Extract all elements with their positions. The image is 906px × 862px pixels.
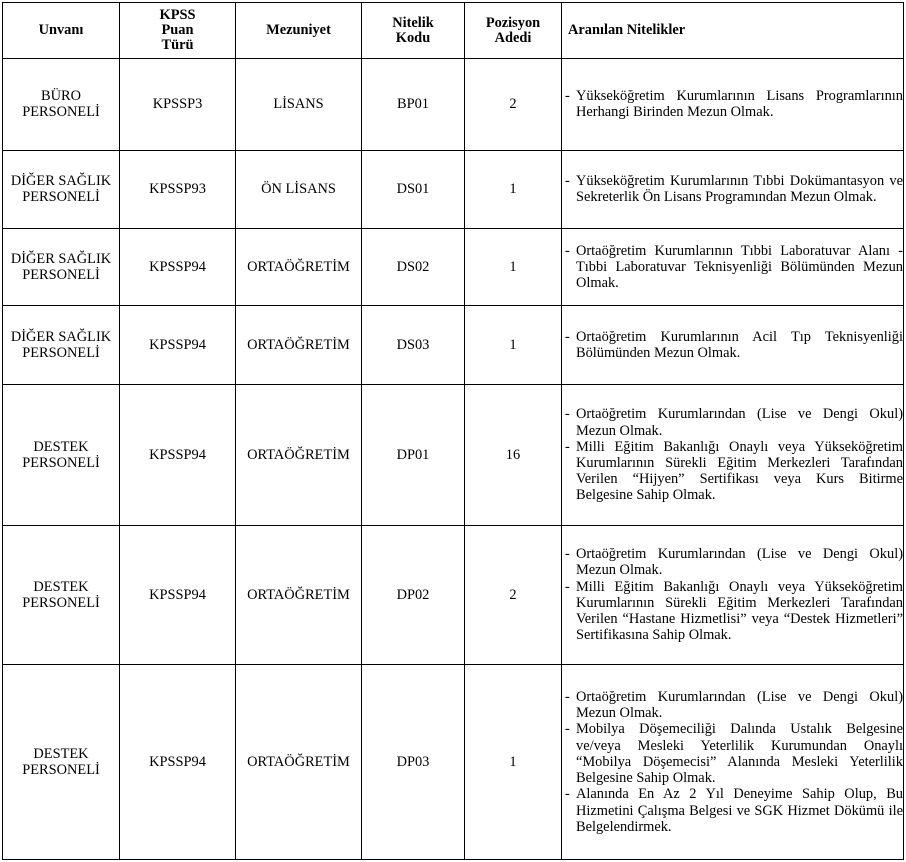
requirement-list (562, 243, 903, 292)
table-row (3, 665, 904, 860)
requirement-item: - Ortaöğretim Kurumlarının Acil Tıp Teknisyenliği Bölümünden Mezun Olmak. (562, 329, 903, 361)
cell-score-type: KPSSP94 (120, 385, 236, 525)
cell-score-type: KPSSP94 (120, 665, 236, 860)
cell-score-type: KPSSP3 (120, 59, 236, 151)
table-row (3, 306, 904, 385)
table-body (3, 59, 904, 860)
requirement-list (562, 689, 903, 835)
cell-title: DESTEK PERSONELİ (3, 665, 120, 860)
cell-positions: 2 (465, 525, 562, 664)
header-score-type: KPSS Puan Türü (120, 3, 236, 59)
header-positions: Pozisyon Adedi (465, 3, 562, 59)
table-row (3, 525, 904, 664)
requirement-item: - Ortaöğretim Kurumlarından (Lise ve Dengi Okul) Mezun Olmak. (562, 689, 903, 721)
cell-requirements (562, 665, 904, 860)
requirement-item: - Milli Eğitim Bakanlığı Onaylı veya Yükseköğretim Kurumlarının Sürekli Eğitim Merkezleri Tarafından Verilen “Hastane Hizmetlisi” veya “Destek Hizmetleri” Sertifikasına Sahip Olmak. (562, 579, 903, 644)
cell-education: ORTAÖĞRETİM (236, 228, 362, 306)
requirement-list (562, 173, 903, 205)
table-row (3, 228, 904, 306)
cell-title: DİĞER SAĞLIK PERSONELİ (3, 150, 120, 228)
job-requirements-table (2, 2, 904, 860)
cell-score-type: KPSSP94 (120, 525, 236, 664)
cell-code: DS02 (362, 228, 465, 306)
cell-requirements (562, 150, 904, 228)
cell-score-type: KPSSP94 (120, 306, 236, 385)
header-education: Mezuniyet (236, 3, 362, 59)
requirement-list (562, 406, 903, 503)
requirement-list (562, 329, 903, 361)
cell-code: DP02 (362, 525, 465, 664)
cell-education: ORTAÖĞRETİM (236, 525, 362, 664)
cell-title: DESTEK PERSONELİ (3, 525, 120, 664)
header-title: Unvanı (3, 3, 120, 59)
table-row (3, 150, 904, 228)
cell-positions: 1 (465, 665, 562, 860)
requirement-list (562, 88, 903, 120)
cell-positions: 16 (465, 385, 562, 525)
requirement-item: - Mobilya Döşemeciliği Dalında Ustalık Belgesine ve/veya Mesleki Yeterlilik Kurumundan Onaylı “Mobilya Döşemecisi” Alanında Mesleki Yeterlilik Belgesine Sahip Olmak. (562, 721, 903, 786)
cell-score-type: KPSSP93 (120, 150, 236, 228)
cell-title: DESTEK PERSONELİ (3, 385, 120, 525)
cell-positions: 2 (465, 59, 562, 151)
cell-education: ORTAÖĞRETİM (236, 385, 362, 525)
cell-requirements (562, 306, 904, 385)
table-row (3, 385, 904, 525)
requirement-list (562, 546, 903, 643)
cell-score-type: KPSSP94 (120, 228, 236, 306)
cell-code: DP01 (362, 385, 465, 525)
cell-code: DS03 (362, 306, 465, 385)
cell-requirements (562, 228, 904, 306)
cell-positions: 1 (465, 228, 562, 306)
cell-title: BÜRO PERSONELİ (3, 59, 120, 151)
requirement-item: - Ortaöğretim Kurumlarının Tıbbi Laboratuvar Alanı - Tıbbi Laboratuvar Teknisyenliği Bölümünden Mezun Olmak. (562, 243, 903, 292)
requirement-item: - Milli Eğitim Bakanlığı Onaylı veya Yükseköğretim Kurumlarının Sürekli Eğitim Merkezleri Tarafından Verilen “Hijyen” Sertifikası veya Kurs Bitirme Belgesine Sahip Olmak. (562, 439, 903, 504)
header-requirements: Aranılan Nitelikler (562, 3, 904, 59)
header-code: Nitelik Kodu (362, 3, 465, 59)
table-row (3, 59, 904, 151)
requirement-item: - Ortaöğretim Kurumlarından (Lise ve Dengi Okul) Mezun Olmak. (562, 406, 903, 438)
requirement-item: - Alanında En Az 2 Yıl Deneyime Sahip Olup, Bu Hizmetini Çalışma Belgesi ve SGK Hizmet Dökümü ile Belgelendirmek. (562, 786, 903, 835)
cell-title: DİĞER SAĞLIK PERSONELİ (3, 306, 120, 385)
cell-education: LİSANS (236, 59, 362, 151)
cell-code: DS01 (362, 150, 465, 228)
requirement-item: - Ortaöğretim Kurumlarından (Lise ve Dengi Okul) Mezun Olmak. (562, 546, 903, 578)
header-row (3, 3, 904, 59)
cell-code: BP01 (362, 59, 465, 151)
cell-code: DP03 (362, 665, 465, 860)
cell-positions: 1 (465, 306, 562, 385)
cell-education: ORTAÖĞRETİM (236, 306, 362, 385)
cell-education: ORTAÖĞRETİM (236, 665, 362, 860)
requirement-item: - Yükseköğretim Kurumlarının Tıbbi Dokümantasyon ve Sekreterlik Ön Lisans Programından Mezun Olmak. (562, 173, 903, 205)
cell-title: DİĞER SAĞLIK PERSONELİ (3, 228, 120, 306)
cell-education: ÖN LİSANS (236, 150, 362, 228)
cell-requirements (562, 385, 904, 525)
cell-requirements (562, 525, 904, 664)
requirement-item: - Yükseköğretim Kurumlarının Lisans Programlarının Herhangi Birinden Mezun Olmak. (562, 88, 903, 120)
cell-requirements (562, 59, 904, 151)
cell-positions: 1 (465, 150, 562, 228)
